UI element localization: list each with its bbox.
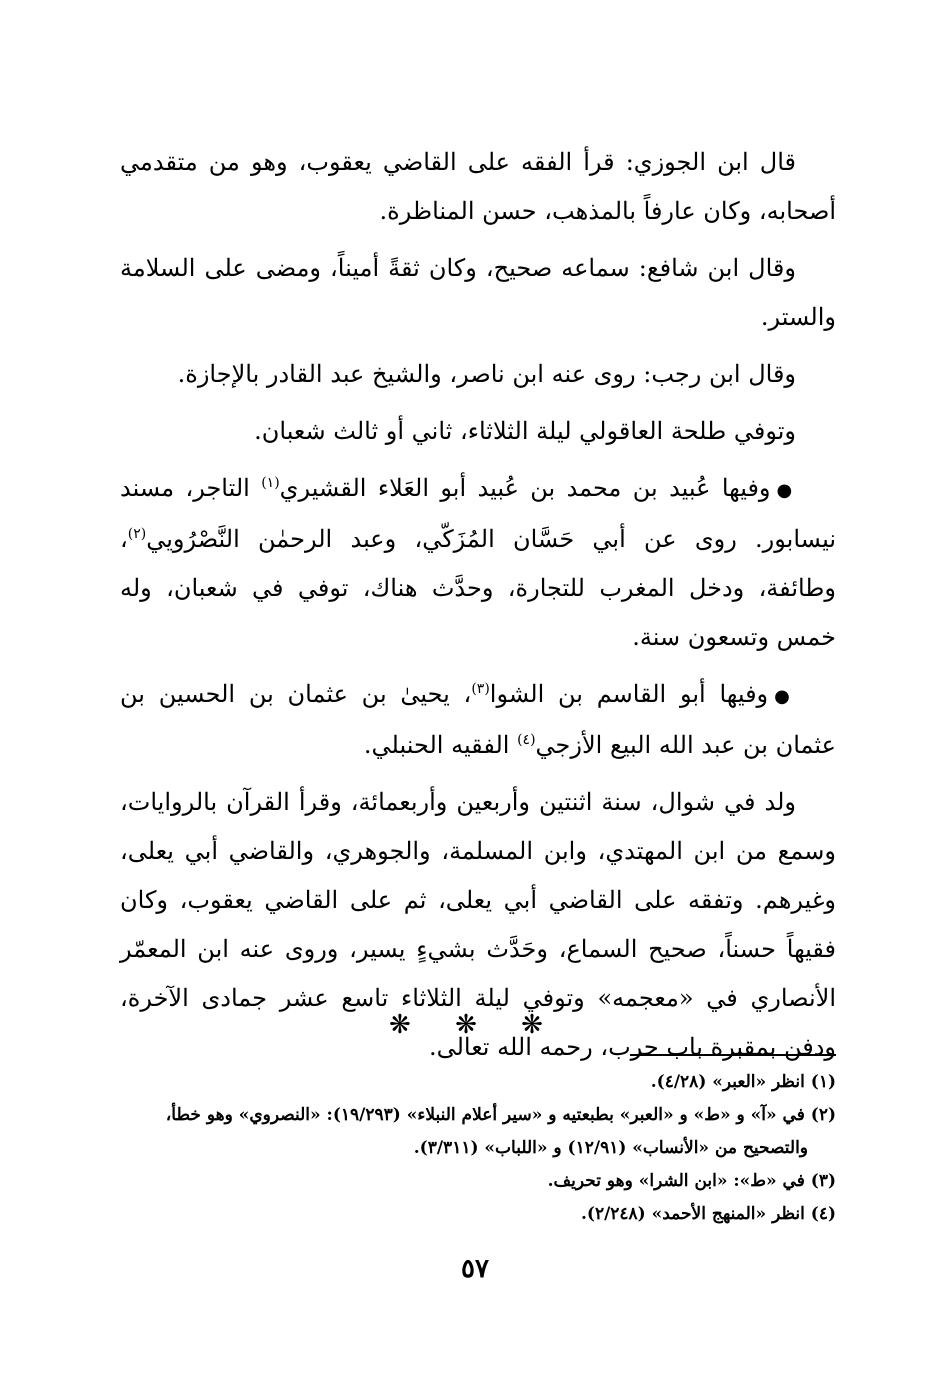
bullet-icon: ●: [776, 480, 796, 501]
section-separator: ❋ ❋ ❋: [389, 1010, 561, 1040]
footnote-divider: [630, 1054, 836, 1056]
entry-text: وفيها أبو القاسم بن الشوا: [489, 680, 769, 708]
footnote-3: (٣) في «ط»: «ابن الشرا» وهو تحريف.: [547, 1171, 836, 1191]
entry-text: التاجر، مسند نيسابور. روى عن أبي حَسَّان المُزَكّي، وعبد الرحمٰن النَّصْرُويي: [120, 474, 836, 553]
footnote-ref: (٢): [127, 526, 147, 542]
entry-text: الفقيه الحنبلي.: [363, 731, 518, 759]
entry-text: ، يحيىٰ بن عثمان بن الحسين بن عثمان بن عبد الله البيع الأزجي: [120, 680, 836, 759]
footnote-1: (١) انظر «العبر» (٤/٢٨).: [650, 1072, 836, 1092]
paragraph-ibn-shafi: وقال ابن شافع: سماعه صحيح، وكان ثقةً أميناً، ومضى على السلامة والستر.: [120, 254, 836, 331]
paragraph-death-talha: وتوفي طلحة العاقولي ليلة الثلاثاء، ثاني أو ثالث شعبان.: [254, 417, 796, 445]
footnote-ref: (٣): [471, 681, 490, 697]
main-text: [120, 138, 836, 1080]
page-number: ٥٧: [461, 1254, 489, 1284]
entry-ibn-shawa: [120, 670, 836, 770]
entry-ubaid: [120, 464, 836, 662]
entry-text: ، وطائفة، ودخل المغرب للتجارة، وحدَّث هناك، توفي في شعبان، وله خمس وتسعون سنة.: [120, 525, 837, 651]
paragraph-ibn-rajab: وقال ابن رجب: روى عنه ابن ناصر، والشيخ عبد القادر بالإجازة.: [177, 360, 796, 388]
footnote-2-continued: والتصحيح من «الأنساب» (١٢/٩١) و «اللباب» (٣/٣١١).: [413, 1138, 808, 1158]
paragraph-ibn-jawzi: قال ابن الجوزي: قرأ الفقه على القاضي يعقوب، وهو من متقدمي أصحابه، وكان عارفاً بالمذهب، حسن المناظرة.: [120, 148, 836, 225]
footnote-ref: (٤): [517, 732, 536, 748]
footnote-ref: (١): [261, 475, 280, 491]
paragraph-biography: ولد في شوال، سنة اثنتين وأربعين وأربعمائة، وقرأ القرآن بالروايات، وسمع من ابن المهتدي، وابن المسلمة، والجوهري، والقاضي أبي يعلى، وغيرهم. وتفقه على القاضي أبي يعلى، ثم على القاضي يعقوب، وكان فقيهاً حسناً، صحيح السماع، وحَدَّث بشيءٍ يسير، وروى عنه ابن المعمّر الأنصاري في «معجمه» وتوفي ليلة الثلاثاء تاسع عشر جمادى الآخرة، ودفن بمقبرة باب حرب، رحمه الله تعالى.: [120, 788, 837, 1061]
footnotes: [120, 1066, 836, 1231]
entry-text: وفيها عُبيد بن محمد بن عُبيد أبو العَلاء القشيري: [279, 474, 771, 502]
footnote-2: (٢) في «آ» و «ط» و «العبر» بطبعتيه و «سير أعلام النبلاء» (١٩/٢٩٣): «النصروي» وهو خطأ،: [165, 1105, 836, 1125]
bullet-icon: ●: [774, 686, 796, 707]
footnote-4: (٤) انظر «المنهج الأحمد» (٢/٢٤٨).: [580, 1204, 836, 1224]
